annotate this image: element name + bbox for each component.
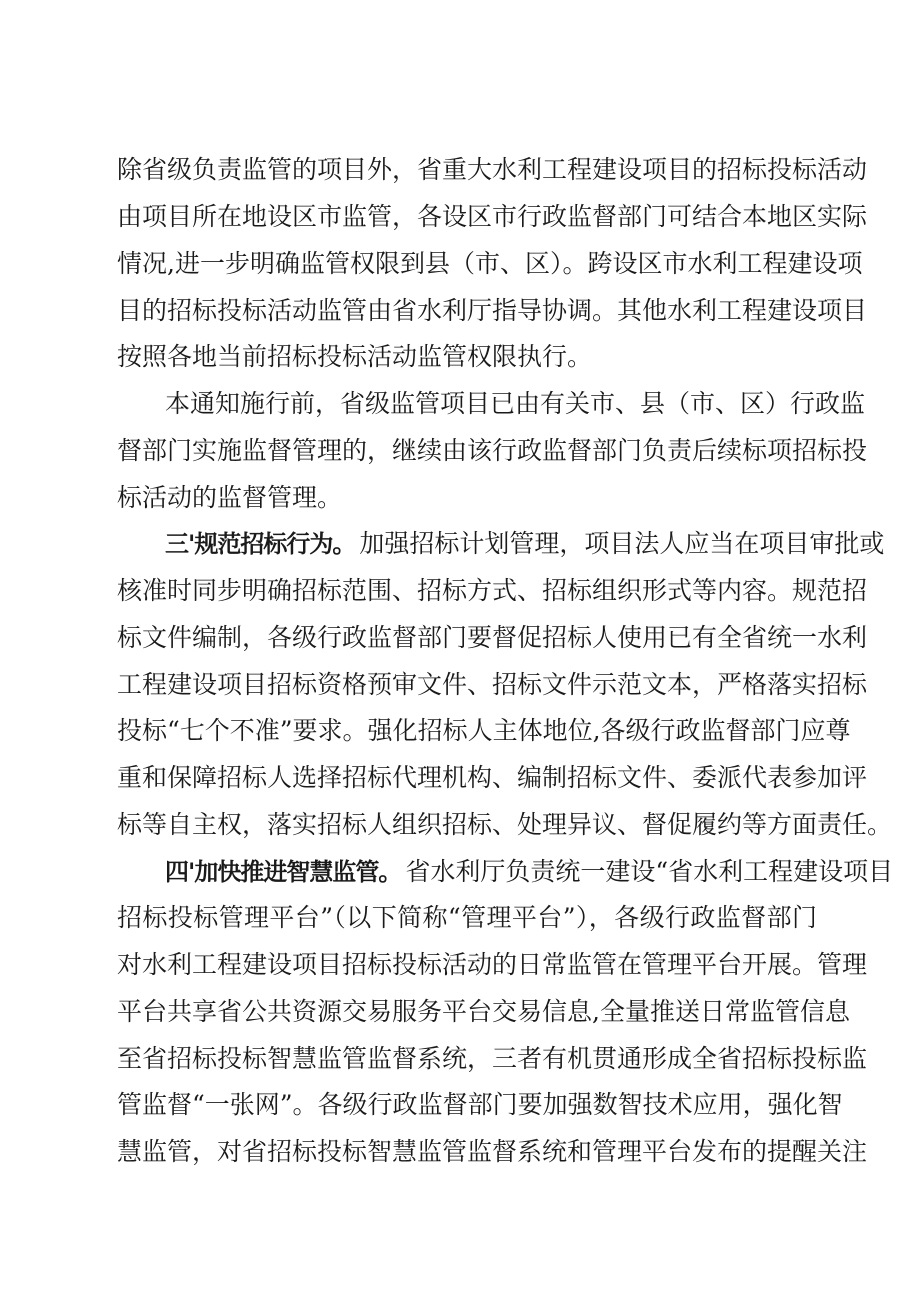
paragraph-1-line-1: 除省级负责监管的项目外，省重大水利工程建设项目的招标投标活动 — [117, 155, 868, 184]
paragraph-3-line-7: 标等自主权，落实招标人组织招标、处理异议、督促履约等方面责任。 — [117, 810, 893, 839]
paragraph-3-line-3: 标文件编制，各级行政监督部门要督促招标人使用已有全省统一水利 — [117, 623, 868, 652]
paragraph-2-line-2: 督部门实施监督管理的，继续由该行政监督部门负责后续标项招标投 — [117, 436, 868, 465]
paragraph-4-line-3: 对水利工程建设项目招标投标活动的日常监管在管理平台开展。管理 — [117, 950, 868, 979]
paragraph-3-line-2: 核准时同步明确招标范围、招标方式、招标组织形式等内容。规范招 — [117, 576, 868, 605]
paragraph-2-line-3: 标活动的监督管理。 — [117, 483, 343, 512]
section-3-heading: 三'规范招标行为。 — [165, 530, 356, 558]
paragraph-1-line-3: 情况,进一步明确监管权限到县（市、区）。跨设区市水利工程建设项 — [117, 249, 863, 278]
paragraph-3-line-4: 工程建设项目招标资格预审文件、招标文件示范文本，严格落实招标 — [117, 670, 868, 699]
paragraph-3-line-6: 重和保障招标人选择招标代理机构、编制招标文件、委派代表参加评 — [117, 763, 868, 792]
paragraph-2-line-1: 本通知施行前，省级监管项目已由有关市、县（市、区）行政监 — [165, 389, 866, 418]
paragraph-4-line-1 — [165, 850, 894, 894]
section-4-first-line-text: 省水利厅负责统一建设“省水利工程建设项目 — [405, 857, 894, 886]
paragraph-4-line-2: 招标投标管理平台”（以下简称“管理平台”），各级行政监督部门 — [117, 903, 817, 932]
section-4-heading: 四'加快推进智慧监管。 — [165, 858, 402, 886]
paragraph-3-line-1 — [165, 522, 885, 566]
paragraph-4-line-5: 至省招标投标智慧监管监督系统，三者有机贯通形成全省招标投标监 — [117, 1044, 868, 1073]
paragraph-1-line-4: 目的招标投标活动监管由省水利厅指导协调。其他水利工程建设项目 — [117, 296, 868, 325]
paragraph-1-line-2: 由项目所在地设区市监管，各设区市行政监督部门可结合本地区实际 — [117, 202, 868, 231]
paragraph-4-line-6: 管监督“一张网”。各级行政监督部门要加强数智技术应用，强化智 — [117, 1090, 843, 1119]
paragraph-4-line-4: 平台共享省公共资源交易服务平台交易信息,全量推送日常监管信息 — [117, 997, 850, 1026]
paragraph-1-line-5: 按照各地当前招标投标活动监管权限执行。 — [117, 342, 593, 371]
paragraph-4-line-7: 慧监管，对省招标投标智慧监管监督系统和管理平台发布的提醒关注 — [117, 1137, 868, 1166]
section-3-first-line-text: 加强招标计划管理，项目法人应当在项目审批或 — [359, 529, 885, 558]
paragraph-3-line-5: 投标“七个不准”要求。强化招标人主体地位,各级行政监督部门应尊 — [117, 716, 851, 745]
